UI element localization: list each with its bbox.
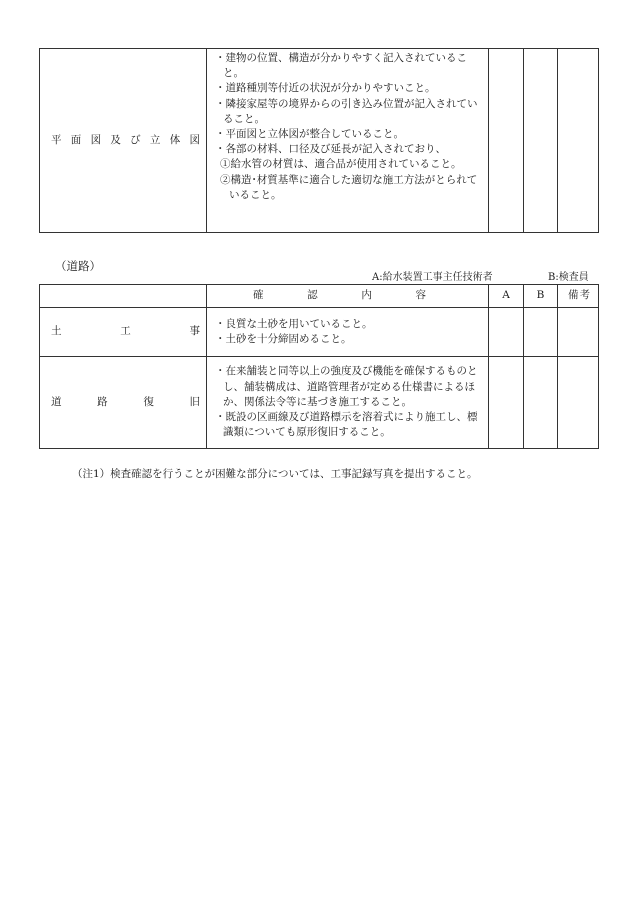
header-a: A	[489, 285, 524, 308]
row-biko	[558, 308, 599, 357]
row-label-dourofukkyu: 道路復旧	[40, 357, 207, 449]
list-item: ・在来舗装と同等以上の強度及び機能を確保するものとし、舗装構成は、道路管理者が定める仕様書によるほか、関係法令等に基づき施工すること。	[215, 365, 478, 408]
row-content-dokouji	[207, 308, 489, 357]
legend-a: A:給水装置工事主任技術者	[372, 272, 493, 283]
legend-b: B:検査員	[548, 272, 589, 283]
plan-content	[207, 49, 489, 233]
plan-biko	[558, 49, 599, 233]
row-label-dokouji: 土工事	[40, 308, 207, 357]
list-item: ・平面図と立体図が整合していること。	[215, 128, 404, 141]
row-biko	[558, 357, 599, 449]
row-check-b	[524, 308, 558, 357]
road-check-table	[39, 284, 599, 449]
row-check-a	[489, 357, 524, 449]
list-item: ・隣接家屋等の境界からの引き込み位置が記入されていること。	[215, 97, 478, 125]
list-item: ・土砂を十分締固めること。	[215, 333, 352, 345]
list-item: ①給水管の材質は、適合品が使用されていること。	[220, 158, 462, 171]
row-content-dourofukkyu	[207, 357, 489, 449]
list-item: ・既設の区画線及び道路標示を溶着式により施工し、標識類についても原形復旧すること。	[215, 411, 478, 439]
list-item: ・良質な土砂を用いていること。	[215, 317, 373, 330]
road-section-title: （道路）	[55, 259, 101, 273]
list-item: ②構造･材質基準に適合した適切な施工方法がとられていること。	[220, 173, 478, 201]
plan-label: 平面図及び立体図	[40, 49, 207, 233]
header-content: 確認内容	[207, 285, 489, 308]
plan-lines	[215, 51, 484, 203]
table-header-row	[40, 285, 599, 308]
table-row	[40, 308, 599, 357]
header-b: B	[524, 285, 558, 308]
list-item: ・各部の材料、口径及び延長が記入されており、	[215, 143, 446, 156]
plan-check-a	[489, 49, 524, 233]
table-row	[40, 357, 599, 449]
header-biko: 備考	[558, 285, 599, 308]
row-check-b	[524, 357, 558, 449]
list-item: ・道路種別等付近の状況が分かりやすいこと。	[215, 82, 436, 95]
list-item: ・建物の位置、構造が分かりやすく記入されていること。	[215, 52, 467, 80]
plan-check-b	[524, 49, 558, 233]
footnote: （注1）検査確認を行うことが困難な部分については、工事記録写真を提出すること。	[72, 468, 478, 480]
plan-check-table	[39, 48, 599, 233]
header-label-blank	[40, 285, 207, 308]
row-check-a	[489, 308, 524, 357]
